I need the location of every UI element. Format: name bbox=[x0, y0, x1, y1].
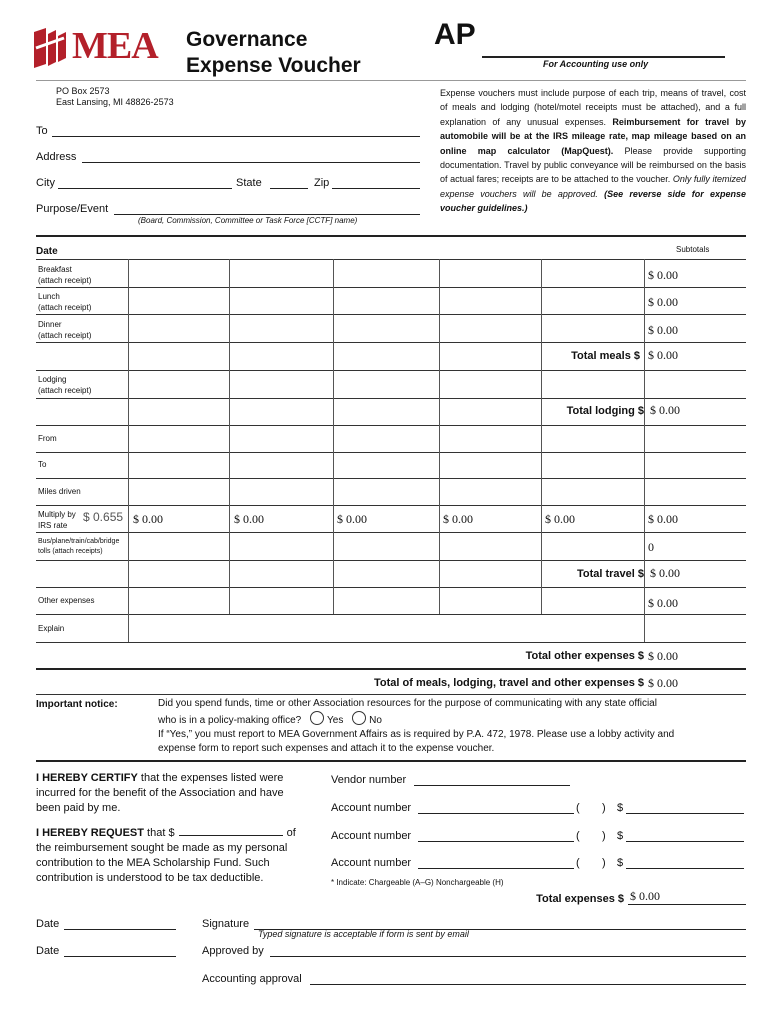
paren-close: ) bbox=[602, 802, 606, 814]
po-box: PO Box 2573 bbox=[56, 86, 110, 96]
account-field[interactable] bbox=[418, 856, 574, 869]
col-line bbox=[229, 370, 230, 425]
mileage-amount[interactable]: $ 0.00 bbox=[443, 512, 473, 526]
account-label: Account number bbox=[331, 802, 412, 814]
mileage-amount[interactable]: $ 0.00 bbox=[545, 512, 575, 526]
bus-label bbox=[38, 537, 119, 557]
date-field[interactable] bbox=[64, 917, 176, 930]
row-line bbox=[36, 694, 746, 695]
mileage-subtotal[interactable]: $ 0.00 bbox=[648, 512, 678, 526]
row-line bbox=[36, 398, 746, 399]
dinner-subtotal[interactable]: $ 0.00 bbox=[648, 323, 678, 337]
logo-wordmark: MEA bbox=[72, 25, 158, 67]
col-line bbox=[333, 370, 334, 425]
row-line bbox=[36, 532, 746, 533]
mea-logo bbox=[32, 25, 172, 72]
mileage-amount[interactable]: $ 0.00 bbox=[234, 512, 264, 526]
col-line bbox=[439, 587, 440, 614]
lodging-attach: (attach receipt) bbox=[38, 386, 92, 395]
col-line bbox=[229, 587, 230, 614]
lodging-label bbox=[38, 374, 91, 396]
paren-open: ( bbox=[576, 857, 580, 869]
total-meals[interactable]: $ 0.00 bbox=[648, 348, 678, 362]
row-line bbox=[36, 587, 746, 588]
total-travel-label: Total travel $ bbox=[576, 568, 644, 580]
ap-code-line bbox=[482, 56, 725, 58]
paren-open: ( bbox=[576, 830, 580, 842]
instructions-irs-rate: Reimbursement for travel by automobile will be at the IRS mileage rate, map mileage based on an online map calculator (MapQuest). bbox=[440, 116, 746, 156]
dollar-sign: $ bbox=[617, 830, 624, 842]
zip-label: Zip bbox=[314, 177, 330, 189]
chargeable-note: * Indicate: Chargeable (A–G) Nonchargeable (H) bbox=[331, 878, 504, 887]
miles-label: Miles driven bbox=[38, 487, 81, 496]
yes-radio[interactable] bbox=[310, 711, 324, 725]
lodging-text: Lodging bbox=[38, 375, 67, 384]
notice-label: Important notice: bbox=[36, 699, 118, 710]
col-line bbox=[333, 259, 334, 370]
subtotals-header: Subtotals bbox=[676, 245, 710, 254]
row-rule-thick bbox=[36, 668, 746, 670]
certify-bold: I HEREBY CERTIFY bbox=[36, 772, 138, 784]
col-line bbox=[229, 259, 230, 370]
no-label: No bbox=[369, 715, 382, 726]
city-state-zip: East Lansing, MI 48826-2573 bbox=[56, 97, 174, 107]
instructions-guidelines: (See reverse side for expense voucher guidelines.) bbox=[440, 188, 746, 214]
notice-line2: who is in a policy-making office? bbox=[158, 715, 302, 726]
dinner-label bbox=[38, 319, 91, 341]
other-subtotal[interactable]: $ 0.00 bbox=[648, 596, 678, 610]
account-amount-field[interactable] bbox=[626, 856, 744, 869]
total-lodging-label: Total lodging $ bbox=[566, 405, 644, 417]
account-field[interactable] bbox=[418, 829, 574, 842]
row-line bbox=[36, 370, 746, 371]
request-block bbox=[36, 825, 331, 886]
instructions bbox=[440, 86, 746, 216]
accounting-note: For Accounting use only bbox=[543, 59, 649, 69]
row-line bbox=[36, 342, 746, 343]
row-line bbox=[36, 478, 746, 479]
state-label: State bbox=[236, 177, 262, 189]
notice-bottom-rule bbox=[36, 760, 746, 762]
instructions-p1: Expense vouchers must include purpose of each trip, means of travel, cost of meals and lodging (hotel/motel receipts must be attached), and a full explanation of any unusual expenses. bbox=[440, 88, 746, 127]
row-line bbox=[36, 642, 746, 643]
vendor-field[interactable] bbox=[414, 773, 570, 786]
other-expenses-label: Other expenses bbox=[38, 596, 95, 605]
accounting-approval-field[interactable] bbox=[310, 972, 746, 985]
header-divider bbox=[36, 80, 746, 81]
row-line bbox=[36, 425, 746, 426]
typed-signature-note: Typed signature is acceptable if form is sent by email bbox=[258, 929, 469, 939]
lunch-text: Lunch bbox=[38, 292, 60, 301]
request-line3: contribution to the MEA Scholarship Fund. Such bbox=[36, 857, 270, 869]
form-title-line1: Governance bbox=[186, 28, 308, 51]
date-label: Date bbox=[36, 918, 60, 930]
col-line bbox=[128, 259, 129, 370]
request-bold: I HEREBY REQUEST bbox=[36, 827, 144, 839]
row-line bbox=[36, 314, 746, 315]
paren-close: ) bbox=[602, 830, 606, 842]
mileage-amount[interactable]: $ 0.00 bbox=[133, 512, 163, 526]
purpose-hint: (Board, Commission, Committee or Task Force [CCTF] name) bbox=[138, 216, 358, 225]
col-line bbox=[333, 425, 334, 587]
address-field[interactable] bbox=[82, 150, 420, 163]
total-other[interactable]: $ 0.00 bbox=[648, 649, 678, 663]
request-line4: contribution is understood to be tax deductible. bbox=[36, 872, 264, 884]
instructions-p3: Please provide supporting documentation. Travel by public conveyance will be reimbursed on the basis of actual fares; receipts are to be attached to the voucher. bbox=[440, 145, 746, 185]
table-top-rule bbox=[36, 235, 746, 237]
row-line bbox=[36, 287, 746, 288]
lunch-attach: (attach receipt) bbox=[38, 303, 92, 312]
request-of: of bbox=[286, 827, 296, 839]
account-label: Account number bbox=[331, 830, 412, 842]
bus-attach: tolls (attach receipts) bbox=[38, 548, 103, 555]
bus-subtotal[interactable]: 0 bbox=[648, 540, 654, 554]
request-that: that $ bbox=[144, 827, 175, 839]
col-line bbox=[333, 587, 334, 614]
form-title-line2: Expense Voucher bbox=[186, 54, 361, 77]
row-line bbox=[36, 452, 746, 453]
multiply-by-text: Multiply by bbox=[38, 510, 76, 519]
account-amount-field[interactable] bbox=[626, 801, 744, 814]
dollar-sign: $ bbox=[617, 857, 624, 869]
irs-rate-text: IRS rate bbox=[38, 521, 68, 530]
breakfast-subtotal[interactable]: $ 0.00 bbox=[648, 268, 678, 282]
lunch-subtotal[interactable]: $ 0.00 bbox=[648, 295, 678, 309]
col-line bbox=[541, 587, 542, 614]
ap-code: AP bbox=[434, 18, 476, 51]
col-line bbox=[128, 587, 129, 642]
certify-block bbox=[36, 771, 326, 816]
date-header: Date bbox=[36, 246, 58, 257]
account-field[interactable] bbox=[418, 801, 574, 814]
col-line bbox=[439, 425, 440, 587]
notice-line3: If “Yes,” you must report to MEA Government Affairs as is required by P.A. 472, 1978. Please use a lobby activity and bbox=[158, 729, 675, 740]
col-line bbox=[541, 425, 542, 587]
col-line bbox=[644, 425, 645, 587]
row-line bbox=[36, 560, 746, 561]
city-label: City bbox=[36, 177, 55, 189]
breakfast-label bbox=[38, 264, 91, 286]
col-line bbox=[644, 370, 645, 425]
row-line bbox=[36, 259, 746, 260]
total-expenses-label: Total expenses $ bbox=[536, 893, 624, 905]
date-field[interactable] bbox=[64, 944, 176, 957]
account-amount-field[interactable] bbox=[626, 829, 744, 842]
address-label: Address bbox=[36, 151, 77, 163]
city-field[interactable] bbox=[58, 176, 232, 189]
paren-close: ) bbox=[602, 857, 606, 869]
dinner-text: Dinner bbox=[38, 320, 62, 329]
mileage-amount[interactable]: $ 0.00 bbox=[337, 512, 367, 526]
irs-rate-label bbox=[38, 509, 76, 531]
certify-line1: that the expenses listed were bbox=[137, 772, 284, 784]
notice-line4: expense form to report such expenses and attach it to the expense voucher. bbox=[158, 743, 495, 754]
paren-open: ( bbox=[576, 802, 580, 814]
dinner-attach: (attach receipt) bbox=[38, 331, 92, 340]
dollar-sign: $ bbox=[617, 802, 624, 814]
date-label: Date bbox=[36, 945, 60, 957]
instructions-itemized: Only fully itemized expense vouchers will be approved. bbox=[440, 174, 746, 199]
purpose-label: Purpose/Event bbox=[36, 203, 109, 215]
col-line bbox=[229, 425, 230, 587]
col-line bbox=[644, 587, 645, 642]
col-line bbox=[128, 425, 129, 587]
approved-by-label: Approved by bbox=[202, 945, 264, 957]
vendor-label: Vendor number bbox=[331, 774, 407, 786]
col-line bbox=[644, 259, 645, 370]
grand-total[interactable]: $ 0.00 bbox=[648, 676, 678, 690]
request-amount-field[interactable] bbox=[179, 825, 283, 836]
total-other-label: Total other expenses $ bbox=[525, 650, 644, 662]
purpose-field[interactable] bbox=[114, 202, 420, 215]
yes-label: Yes bbox=[327, 715, 344, 726]
notice-line1: Did you spend funds, time or other Association resources for the purpose of communicating with any state official bbox=[158, 698, 657, 709]
total-travel[interactable]: $ 0.00 bbox=[650, 566, 680, 580]
approved-by-field[interactable] bbox=[270, 944, 746, 957]
explain-label: Explain bbox=[38, 624, 65, 633]
no-radio[interactable] bbox=[352, 711, 366, 725]
signature-label: Signature bbox=[202, 918, 250, 930]
zip-field[interactable] bbox=[332, 176, 420, 189]
total-expenses: $ 0.00 bbox=[630, 889, 660, 903]
state-field[interactable] bbox=[270, 176, 308, 189]
certify-line2: incurred for the benefit of the Association and have bbox=[36, 787, 284, 799]
total-lodging[interactable]: $ 0.00 bbox=[650, 403, 680, 417]
total-meals-label: Total meals $ bbox=[571, 350, 640, 362]
notice-line2-wrap bbox=[158, 711, 748, 728]
to-travel-label: To bbox=[38, 460, 47, 469]
account-label: Account number bbox=[331, 857, 412, 869]
grand-total-label: Total of meals, lodging, travel and other expenses $ bbox=[374, 677, 644, 689]
request-line2: the reimbursement sought be made as my personal bbox=[36, 842, 288, 854]
row-line bbox=[36, 505, 746, 506]
notice-text bbox=[158, 697, 748, 756]
certify-line3: been paid by me. bbox=[36, 802, 121, 814]
irs-rate-value: $ 0.655 bbox=[83, 510, 124, 524]
col-line bbox=[128, 370, 129, 425]
breakfast-text: Breakfast bbox=[38, 265, 72, 274]
to-field[interactable] bbox=[52, 124, 420, 137]
to-label: To bbox=[36, 125, 48, 137]
breakfast-attach: (attach receipt) bbox=[38, 276, 92, 285]
row-line bbox=[36, 614, 746, 615]
bus-text: Bus/plane/train/cab/bridge bbox=[38, 538, 120, 545]
accounting-approval-label: Accounting approval bbox=[202, 973, 302, 985]
mea-logo-mark bbox=[32, 28, 68, 68]
from-label: From bbox=[38, 434, 57, 443]
lunch-label bbox=[38, 291, 91, 313]
